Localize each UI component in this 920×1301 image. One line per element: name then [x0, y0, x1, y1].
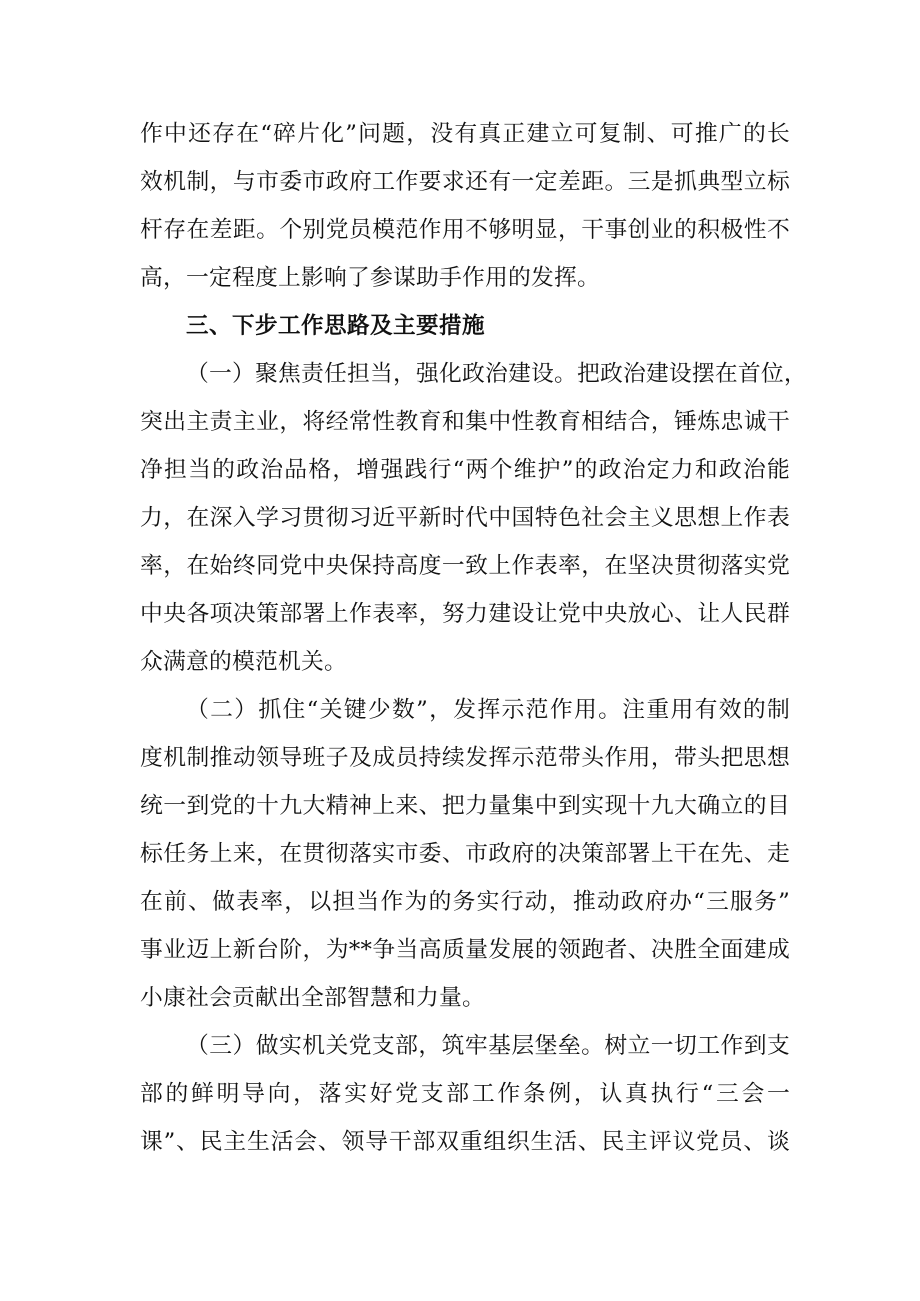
text-line: 小康社会贡献出全部智慧和力量。: [140, 985, 485, 1011]
text-line: 度机制推动领导班子及成员持续发挥示范带头作用，带头把思想: [140, 745, 790, 771]
text-line: 突出主责主业，将经常性教育和集中性教育相结合，锤炼忠诚干: [140, 409, 790, 435]
text-line: 统一到党的十九大精神上来、把力量集中到实现十九大确立的目: [140, 793, 790, 819]
document-body: [140, 110, 807, 1166]
text-line: 课”、民主生活会、领导干部双重组织生活、民主评议党员、谈: [140, 1129, 790, 1155]
text-line: 率，在始终同党中央保持高度一致上作表率，在坚决贯彻落实党: [140, 553, 790, 579]
paragraph-start-line: （三）做实机关党支部，筑牢基层堡垒。树立一切工作到支: [186, 1033, 790, 1059]
text-line: 净担当的政治品格，增强践行“两个维护”的政治定力和政治能: [140, 457, 790, 483]
text-line: 众满意的模范机关。: [140, 649, 347, 675]
section-heading: 三、下步工作思路及主要措施: [186, 313, 486, 339]
paragraph-start-line: （二）抓住“关键少数”，发挥示范作用。注重用有效的制: [186, 697, 790, 723]
text-line: 在前、做表率，以担当作为的务实行动，推动政府办“三服务”: [140, 889, 790, 915]
text-line: 事业迈上新台阶，为**争当高质量发展的领跑者、决胜全面建成: [140, 937, 790, 963]
text-line: 高，一定程度上影响了参谋助手作用的发挥。: [140, 265, 600, 291]
text-line: 作中还存在“碎片化”问题，没有真正建立可复制、可推广的长: [140, 121, 790, 147]
paragraph-start-line: （一）聚焦责任担当，强化政治建设。把政治建设摆在首位，: [186, 361, 807, 387]
text-line: 效机制，与市委市政府工作要求还有一定差距。三是抓典型立标: [140, 169, 790, 195]
text-line: 部的鲜明导向，落实好党支部工作条例，认真执行“三会一: [140, 1081, 790, 1107]
text-line: 中央各项决策部署上作表率，努力建设让党中央放心、让人民群: [140, 601, 790, 627]
text-line: 杆存在差距。个别党员模范作用不够明显，干事创业的积极性不: [140, 217, 790, 243]
text-line: 力，在深入学习贯彻习近平新时代中国特色社会主义思想上作表: [140, 505, 790, 531]
text-line: 标任务上来，在贯彻落实市委、市政府的决策部署上干在先、走: [140, 841, 790, 867]
